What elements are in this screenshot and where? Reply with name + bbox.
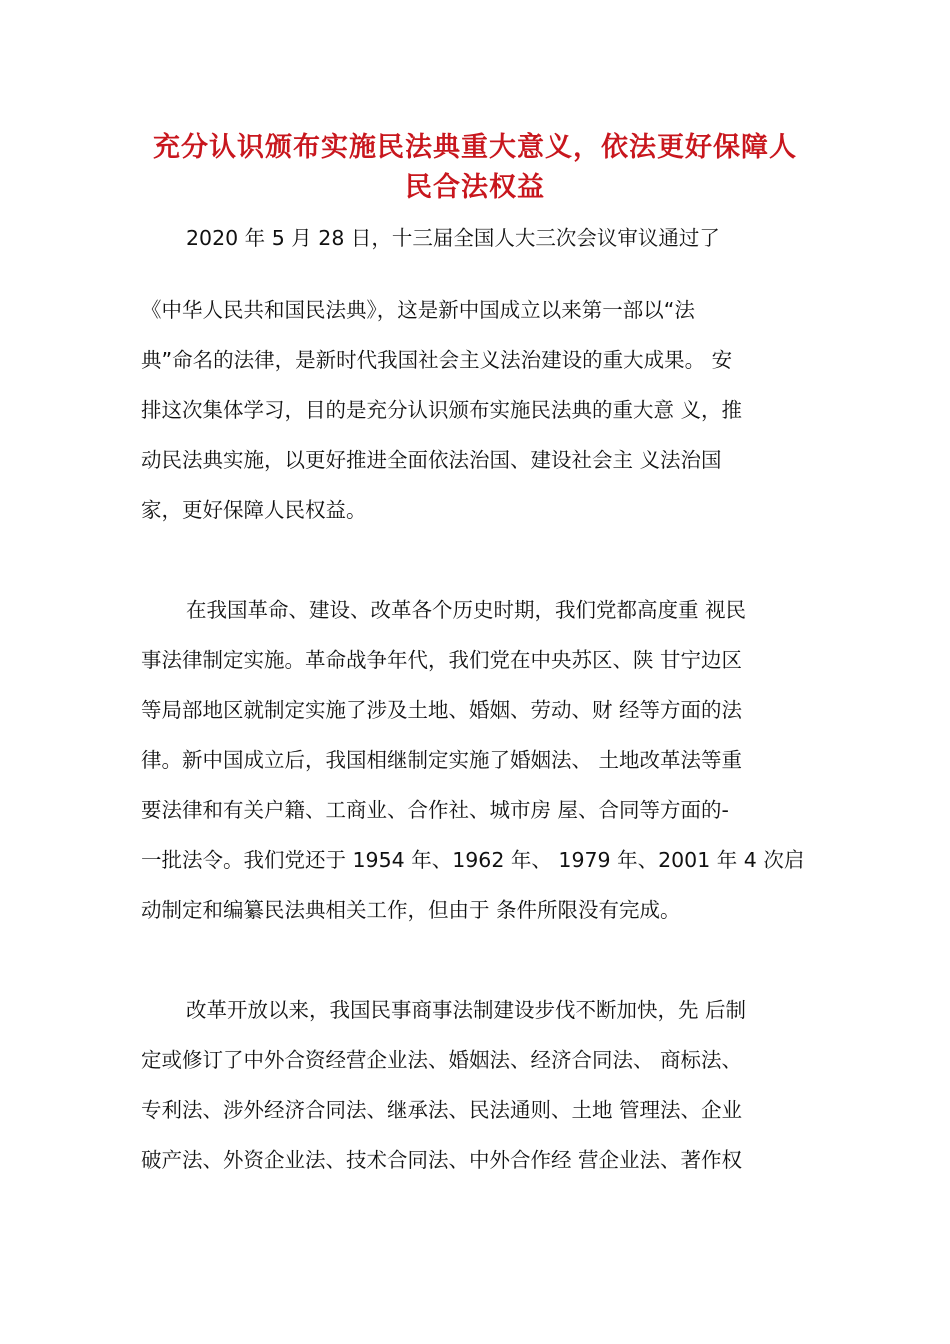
- paragraph-line: 改革开放以来，我国民事商事法制建设步伐不断加快，先 后制: [186, 998, 747, 1022]
- paragraph-line: 家，更好保障人民权益。: [141, 498, 367, 522]
- title-line-2: 民合法权益: [405, 172, 545, 203]
- paragraph-line: 定或修订了中外合资经营企业法、婚姻法、经济合同法、 商标法、: [141, 1048, 743, 1072]
- paragraph-line: 排这次集体学习，目的是充分认识颁布实施民法典的重大意 义，推: [141, 398, 743, 422]
- paragraph-line: 动制定和编纂民法典相关工作，但由于 条件所限没有完成。: [141, 898, 681, 922]
- paragraph-line: 在我国革命、建设、改革各个历史时期，我们党都高度重 视民: [186, 598, 747, 622]
- paragraph-line: 2020 年 5 月 28 日，十三届全国人大三次会议审议通过了: [186, 226, 720, 250]
- paragraph-line: 要法律和有关户籍、工商业、合作社、城市房 屋、合同等方面的-: [141, 798, 729, 822]
- title-line-1: 充分认识颁布实施民法典重大意义，依法更好保障人: [153, 132, 797, 163]
- paragraph-line: 动民法典实施，以更好推进全面依法治国、建设社会主 义法治国: [141, 448, 722, 472]
- document-title: [120, 128, 830, 208]
- paragraph-line: 事法律制定实施。革命战争年代，我们党在中央苏区、陕 甘宁边区: [141, 648, 743, 672]
- paragraph-line: 一批法令。我们党还于 1954 年、1962 年、 1979 年、2001 年 4 次启: [141, 848, 805, 872]
- paragraph-line: 《中华人民共和国民法典》，这是新中国成立以来第一部以“法: [141, 298, 695, 322]
- paragraph-line: 律。新中国成立后，我国相继制定实施了婚姻法、 土地改革法等重: [141, 748, 743, 772]
- paragraph-line: 破产法、外资企业法、技术合同法、中外合作经 营企业法、著作权: [141, 1148, 743, 1172]
- paragraph-line: 典”命名的法律，是新时代我国社会主义法治建设的重大成果。 安: [141, 348, 733, 372]
- paragraph-line: 等局部地区就制定实施了涉及土地、婚姻、劳动、财 经等方面的法: [141, 698, 743, 722]
- paragraph-line: 专利法、涉外经济合同法、继承法、民法通则、土地 管理法、企业: [141, 1098, 743, 1122]
